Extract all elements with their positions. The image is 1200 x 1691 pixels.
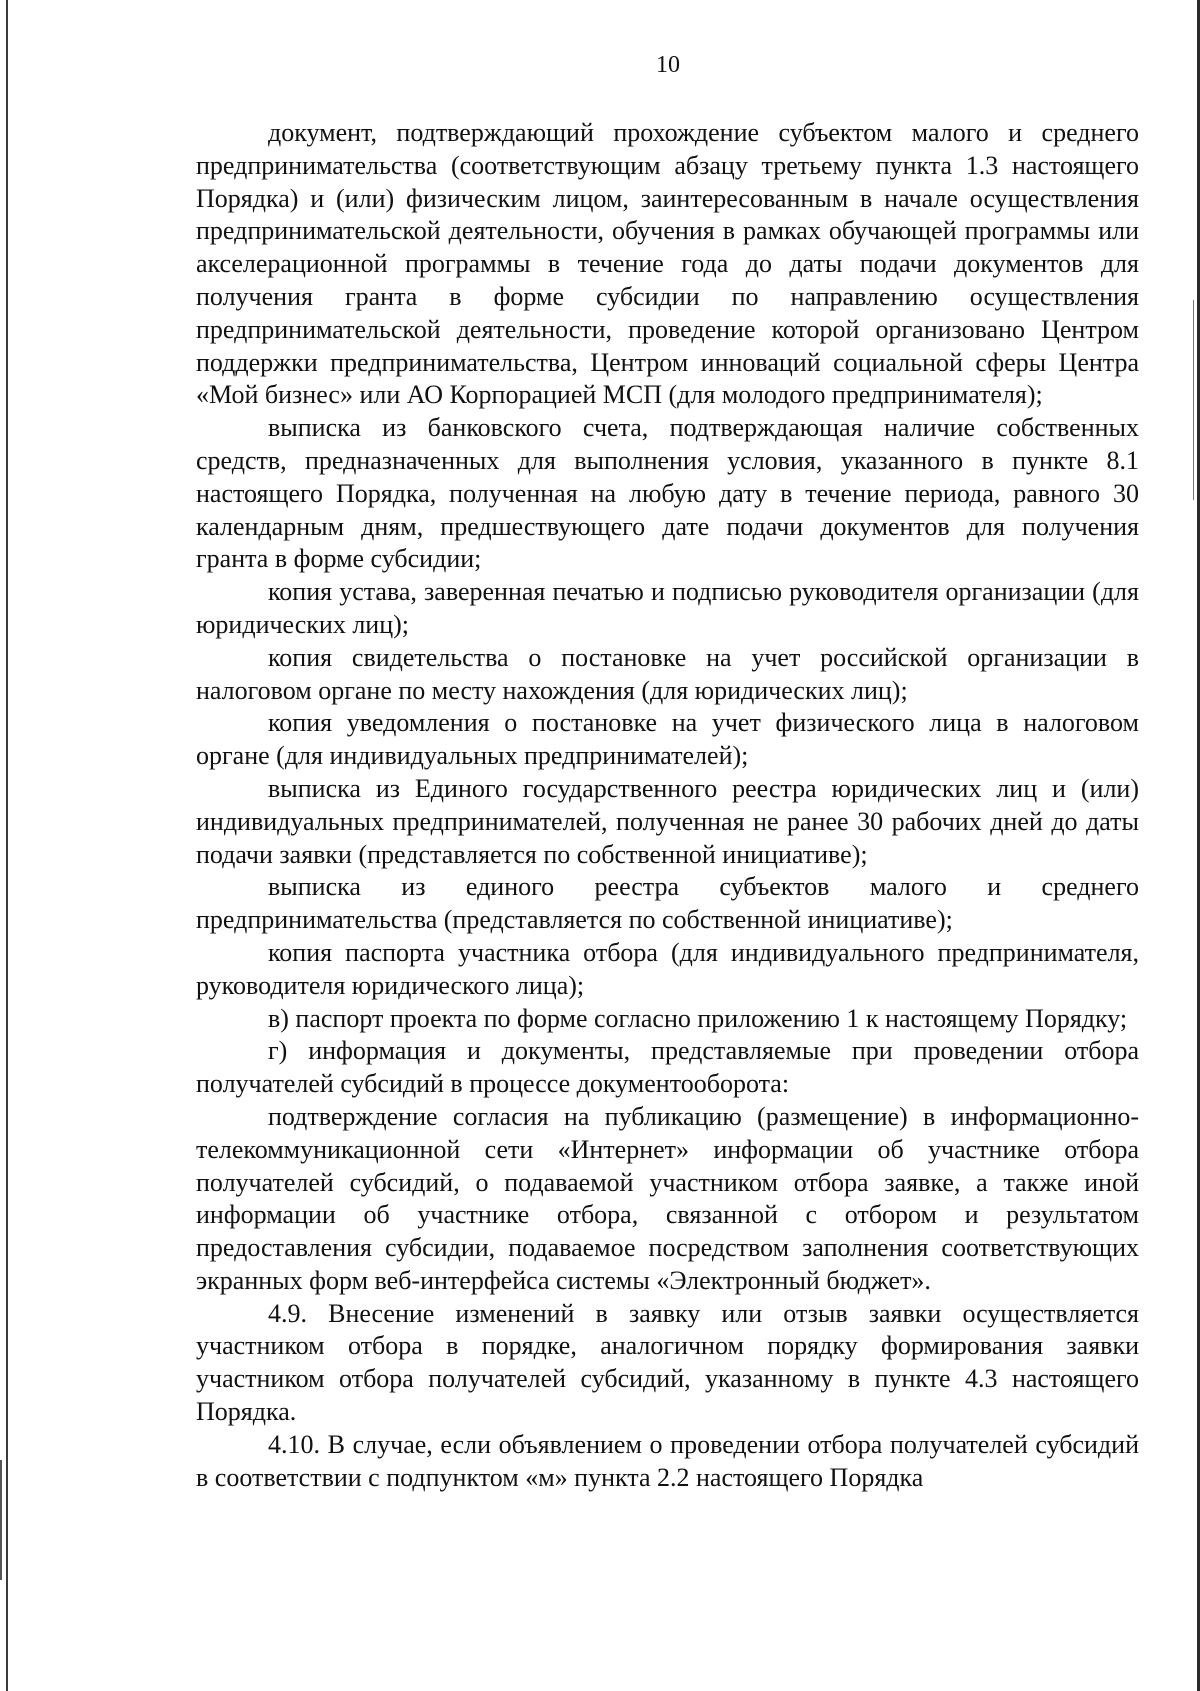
scan-edge-left <box>6 0 8 1691</box>
paragraph-item-v: в) паспорт проекта по форме согласно приложению 1 к настоящему Порядку; <box>268 1003 1128 1033</box>
paragraph-charter-copy: копия устава, заверенная печатью и подписью руководителя организации (для юридических лиц); <box>196 577 1139 639</box>
scan-edge-right-mark <box>1193 300 1194 500</box>
paragraph-document-training: документ, подтверждающий прохождение субъектом малого и среднего предпринимательства (соответствующим абзацу третьему пункта 1.3 настоящего Порядка) и (или) физическим лицом, заинтересованным в начале осуществления предпринимательской деятельности, обучения в рамках обучающей программы или акселерационной программы в течение года до даты подачи документов для получения гранта в форме субсидии по направлению осуществления предпринимательской деятельности, проведение которой организовано Центром поддержки предпринимательства, Центром инноваций социальной сферы Центра «Мой бизнес» или АО Корпорацией МСП (для молодого предпринимателя); <box>196 118 1139 410</box>
paragraph-bank-statement: выписка из банковского счета, подтверждающая наличие собственных средств, предназначенных для выполнения условия, указанного в пункте 8.1 настоящего Порядка, полученная на любую дату в течение периода, равного 30 календарным дням, предшествующего дате подачи документов для получения гранта в форме субсидии; <box>196 413 1139 574</box>
paragraph-item-g: г) информация и документы, представляемые при проведении отбора получателей субсидий в процессе документооборота: <box>196 1036 1139 1099</box>
paragraph-publication-consent: подтверждение согласия на публикацию (размещение) в информационно-телекоммуникационной сети «Интернет» информации об участнике отбора получателей субсидий, о подаваемой участником отбора заявке, а также иной информации об участнике отбора, связанной с отбором и результатом предоставления субсидии, подаваемое посредством заполнения соответствующих экранных форм веб-интерфейса системы «Электронный бюджет». <box>196 1101 1139 1295</box>
paragraph-sme-registry-extract: выписка из единого реестра субъектов малого и среднего предпринимательства (представляется по собственной инициативе); <box>196 872 1139 935</box>
paragraph-section-4-10: 4.10. В случае, если объявлением о проведении отбора получателей субсидий в соответствии с подпунктом «м» пункта 2.2 настоящего Порядка <box>196 1429 1139 1492</box>
paragraph-egrul-extract: выписка из Единого государственного реестра юридических лиц и (или) индивидуальных предпринимателей, полученная не ранее 30 рабочих дней до даты подачи заявки (представляется по собственной инициативе); <box>196 773 1139 869</box>
paragraph-tax-registration-org: копия свидетельства о постановке на учет российской организации в налоговом органе по месту нахождения (для юридических лиц); <box>196 642 1139 705</box>
scan-edge-left-mark <box>0 1460 2 1580</box>
paragraph-tax-registration-person: копия уведомления о постановке на учет физического лица в налоговом органе (для индивидуальных предпринимателей); <box>196 708 1139 771</box>
paragraph-passport-copy: копия паспорта участника отбора (для индивидуального предпринимателя, руководителя юридического лица); <box>196 937 1139 1000</box>
page-number: 10 <box>656 52 680 78</box>
document-body <box>196 117 1139 1494</box>
paragraph-section-4-9: 4.9. Внесение изменений в заявку или отзыв заявки осуществляется участником отбора в порядке, аналогичном порядку формирования заявки участником отбора получателей субсидий, указанному в пункте 4.3 настоящего Порядка. <box>196 1298 1139 1427</box>
